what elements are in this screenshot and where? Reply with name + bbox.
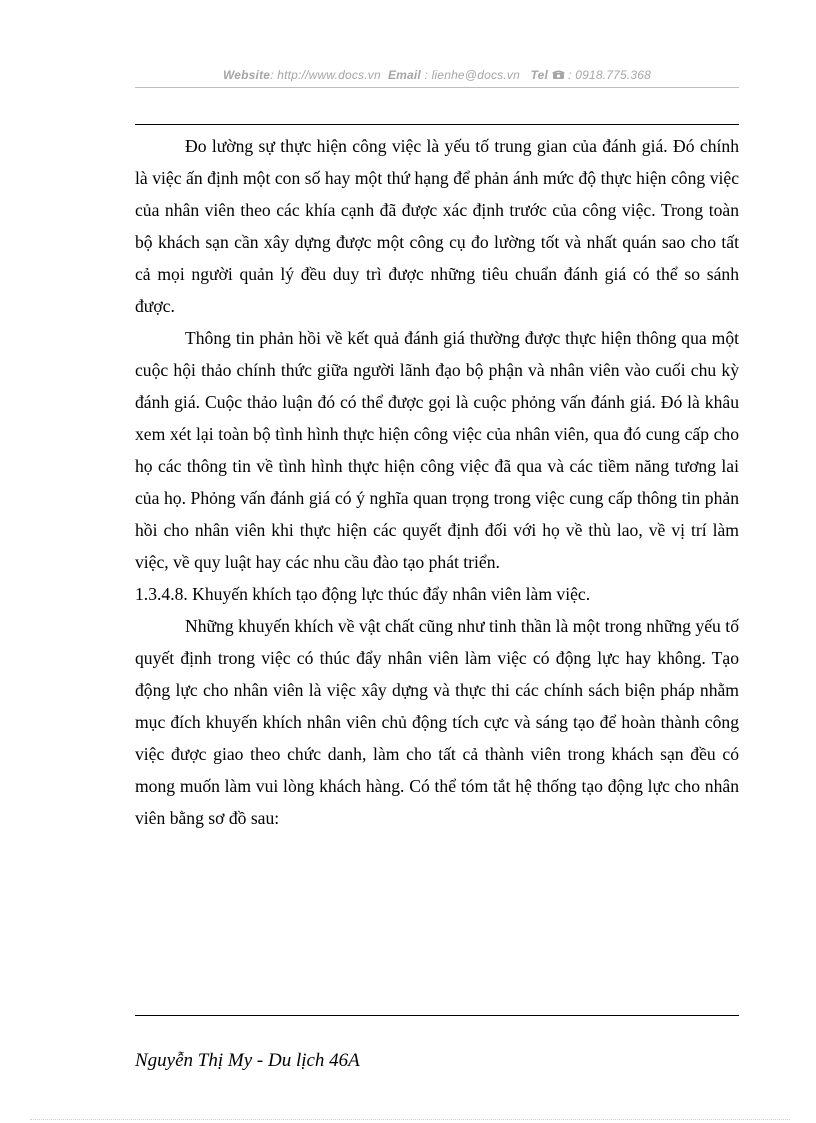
email-label: Email (387, 68, 421, 82)
phone-icon (552, 68, 569, 82)
footer-author: Nguyễn Thị My - Du lịch 46A (135, 1050, 360, 1071)
paragraph-feedback: Thông tin phản hồi về kết quả đánh giá thường được thực hiện thông qua một cuộc hội thảo chính thức giữa người lãnh đạo bộ phận và nhân viên vào cuối chu kỳ đánh giá. Cuộc thảo luận đó có thể được gọi là cuộc phỏng vấn đánh giá. Đó là khâu xem xét lại toàn bộ tình hình thực hiện công việc của nhân viên, qua đó cung cấp cho họ các thông tin về tình hình thực hiện công việc đã qua và các tiềm năng tương lai của họ. Phỏng vấn đánh giá có ý nghĩa quan trọng trong việc cung cấp thông tin phản hồi cho nhân viên khi thực hiện các quyết định đối với họ về thù lao, về vị trí làm việc, về quy luật hay các nhu cầu đào tạo phát triển. (135, 328, 739, 572)
email-value[interactable]: : lienhe@docs.vn (424, 68, 520, 82)
section-heading: 1.3.4.8. Khuyến khích tạo động lực thúc đẩy nhân viên làm việc. (135, 584, 591, 604)
paragraph-motivation: Những khuyến khích về vật chất cũng như tinh thần là một trong những yếu tố quyết định trong việc có thúc đẩy nhân viên làm việc có động lực hay không. Tạo động lực cho nhân viên là việc xây dựng và thực thi các chính sách biện pháp nhằm mục đích khuyến khích nhân viên chủ động tích cực và sáng tạo để hoàn thành công việc được giao theo chức danh, làm cho tất cả thành viên trong khách sạn đều có mong muốn làm vui lòng khách hàng. Có thể tóm tắt hệ thống tạo động lực cho nhân viên bằng sơ đồ sau: (135, 616, 739, 828)
tel-label: Tel (530, 68, 549, 82)
footer-divider (135, 1015, 739, 1016)
page-edge (30, 1119, 790, 1120)
tel-value: : 0918.775.368 (568, 68, 652, 82)
top-divider (135, 124, 739, 125)
website-value[interactable]: : http://www.docs.vn (270, 68, 381, 82)
header-divider (135, 87, 739, 88)
paragraph-measurement: Đo lường sự thực hiện công việc là yếu tố trung gian của đánh giá. Đó chính là việc ấn định một con số hay một thứ hạng để phản ánh mức độ thực hiện công việc của nhân viên theo các khía cạnh đã được xác định trước của công việc. Trong toàn bộ khách sạn cần xây dựng được một công cụ đo lường tốt và nhất quán sao cho tất cả mọi người quản lý đều duy trì được những tiêu chuẩn đánh giá có thể so sánh được. (135, 136, 739, 316)
document-body (135, 130, 739, 834)
page-header (135, 68, 739, 82)
website-label: Website (222, 68, 271, 82)
